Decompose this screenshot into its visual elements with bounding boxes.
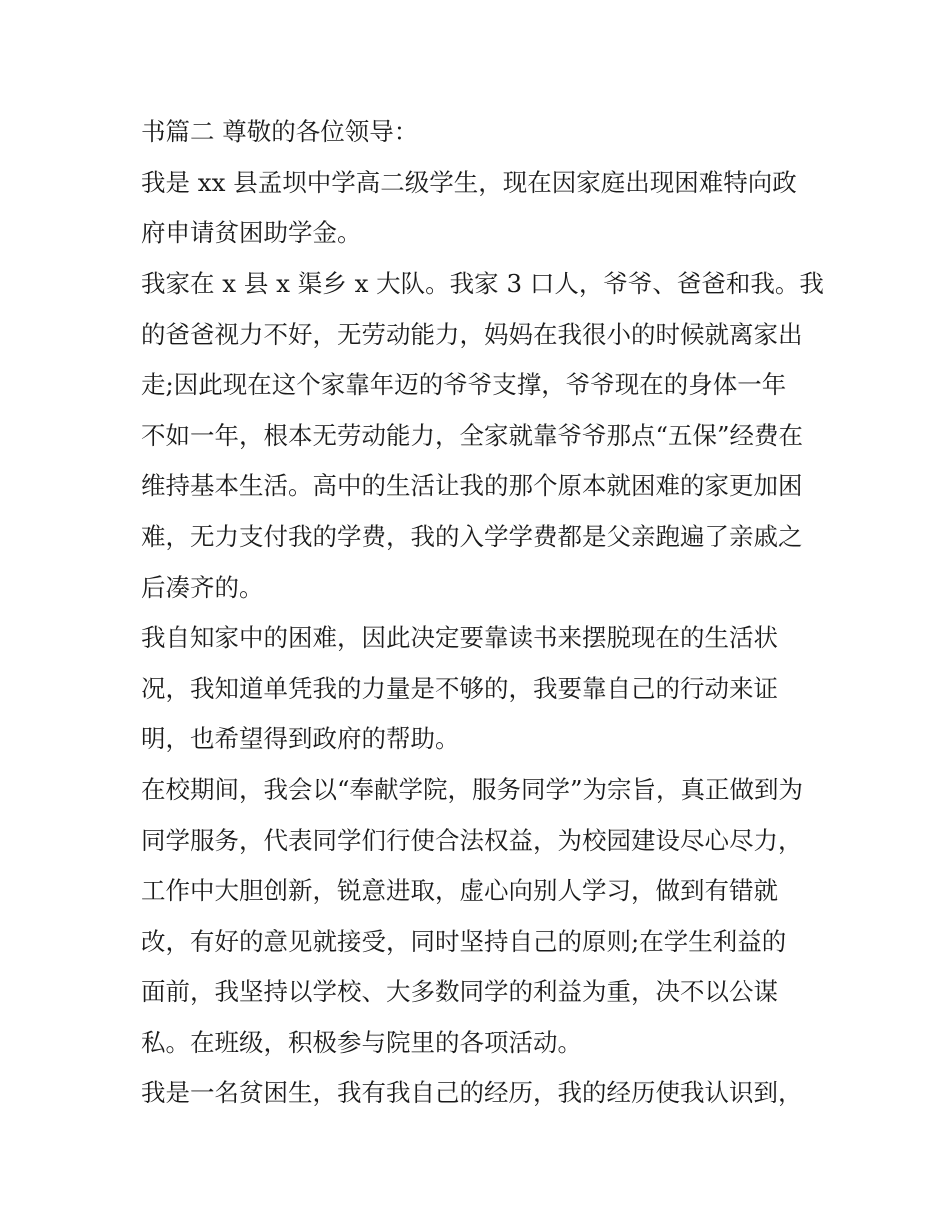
text-line: 的爸爸视力不好，无劳动能力，妈妈在我很小的时候就离家出 — [141, 320, 803, 349]
text-line: 后凑齐的。 — [141, 573, 264, 602]
text-line: 维持基本生活。高中的生活让我的那个原本就困难的家更加困 — [141, 471, 803, 500]
text-line: 面前，我坚持以学校、大多数同学的利益为重，决不以公谋 — [141, 977, 778, 1006]
text-line: 我自知家中的困难，因此决定要靠读书来摆脱现在的生活状 — [141, 623, 778, 652]
text-line: 私。在班级，积极参与院里的各项活动。 — [141, 1028, 582, 1057]
text-line: 改，有好的意见就接受，同时坚持自己的原则;在学生利益的 — [141, 927, 787, 956]
text-line: 况，我知道单凭我的力量是不够的，我要靠自己的行动来证 — [141, 674, 778, 703]
text-line: 在校期间，我会以“奉献学院，服务同学”为宗旨，真正做到为 — [141, 775, 804, 804]
text-line: 我是 xx 县孟坝中学高二级学生，现在因家庭出现困难特向政 — [141, 168, 797, 197]
text-line: 明，也希望得到政府的帮助。 — [141, 724, 460, 753]
text-line: 我家在 x 县 x 渠乡 x 大队。我家 3 口人，爷爷、爸爸和我。我 — [141, 269, 824, 298]
text-line: 书篇二 尊敬的各位领导： — [141, 117, 419, 146]
text-line: 不如一年，根本无劳动能力，全家就靠爷爷那点“五保”经费在 — [141, 421, 804, 450]
text-line: 工作中大胆创新，锐意进取，虚心向别人学习，做到有错就 — [141, 876, 778, 905]
text-line: 府申请贫困助学金。 — [141, 218, 362, 247]
text-line: 走;因此现在这个家靠年迈的爷爷支撑，爷爷现在的身体一年 — [141, 370, 787, 399]
text-line: 同学服务，代表同学们行使合法权益，为校园建设尽心尽力， — [141, 826, 803, 855]
text-line: 难，无力支付我的学费，我的入学学费都是父亲跑遍了亲戚之 — [141, 522, 803, 551]
text-line: 我是一名贫困生，我有我自己的经历，我的经历使我认识到， — [141, 1078, 803, 1107]
